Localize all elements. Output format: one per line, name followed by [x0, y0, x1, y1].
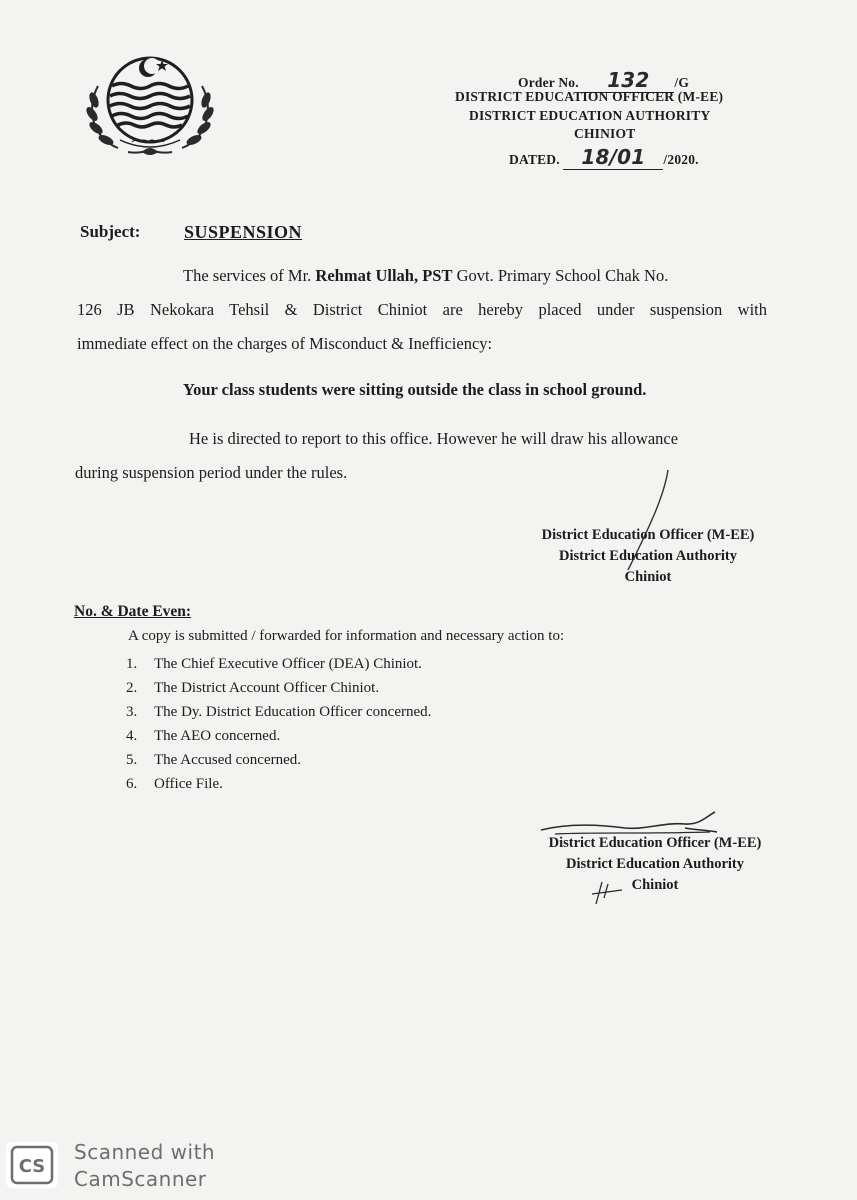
para1-prefix: The services of Mr. — [183, 266, 312, 285]
list-item: 5. The Accused concerned. — [126, 752, 302, 768]
watermark-line-2: CamScanner — [74, 1167, 207, 1191]
camscanner-icon — [10, 1145, 54, 1185]
dated-month: 01 — [617, 145, 646, 169]
charge-statement: Your class students were sitting outside the class in school ground. — [183, 380, 647, 399]
order-number-value: 132 — [607, 68, 650, 92]
office-line-2: DISTRICT EDUCATION AUTHORITY — [469, 108, 711, 123]
copy-section-title: No. & Date Even: — [74, 603, 192, 620]
body-paragraph-1-line-2: 126 JB Nekokara Tehsil & District Chiniot are hereby placed under suspension with — [77, 300, 767, 319]
list-item: 4. The AEO concerned. — [126, 728, 281, 744]
signature-block-2 — [515, 833, 795, 896]
list-item: 3. The Dy. District Education Officer concerned. — [126, 704, 432, 720]
subject-label: Subject: — [80, 222, 141, 241]
employee-name: Rehmat Ullah, PST — [315, 266, 453, 285]
punjab-emblem-icon — [80, 48, 220, 163]
sig1-authority: District Education Authority — [558, 548, 738, 564]
body-paragraph-1-line-3: immediate effect on the charges of Misconduct & Inefficiency: — [77, 334, 493, 353]
body-paragraph-2-line-1: He is directed to report to this office. However he will draw his allowance — [189, 429, 679, 448]
dated-day: 18 — [581, 145, 610, 169]
subject-value: SUSPENSION — [184, 222, 303, 242]
dated-line — [509, 145, 699, 170]
list-item: 1. The Chief Executive Officer (DEA) Chiniot. — [126, 656, 422, 672]
dated-year: /2020. — [663, 152, 699, 167]
sig2-authority: District Education Authority — [565, 856, 745, 872]
camscanner-badge-text: CS — [18, 1156, 46, 1177]
initials-mark — [588, 878, 628, 908]
sig1-city: Chiniot — [624, 569, 672, 585]
copy-recipient-list — [126, 652, 431, 796]
office-line-1: DISTRICT EDUCATION OFFICER (M-EE) — [455, 89, 724, 104]
signature-block-1 — [508, 525, 788, 588]
order-suffix: /G — [674, 75, 690, 90]
sig2-city: Chiniot — [631, 877, 679, 893]
dated-label: DATED. — [509, 152, 560, 167]
list-item: 6. Office File. — [126, 776, 223, 792]
dated-field: 18/01 — [563, 145, 663, 170]
watermark-line-1: Scanned with — [74, 1140, 216, 1164]
order-label: Order No. — [518, 75, 579, 90]
office-line-3: CHINIOT — [574, 126, 636, 141]
copy-section-intro: A copy is submitted / forwarded for information and necessary action to: — [128, 628, 565, 644]
body-paragraph-2-line-2: during suspension period under the rules. — [75, 463, 348, 482]
sig2-title: District Education Officer (M-EE) — [548, 835, 762, 851]
para1-rest: Govt. Primary School Chak No. — [456, 266, 669, 285]
body-paragraph-1-line-1 — [183, 259, 668, 293]
list-item: 2. The District Account Officer Chiniot. — [126, 680, 380, 696]
sig1-title: District Education Officer (M-EE) — [541, 527, 755, 543]
